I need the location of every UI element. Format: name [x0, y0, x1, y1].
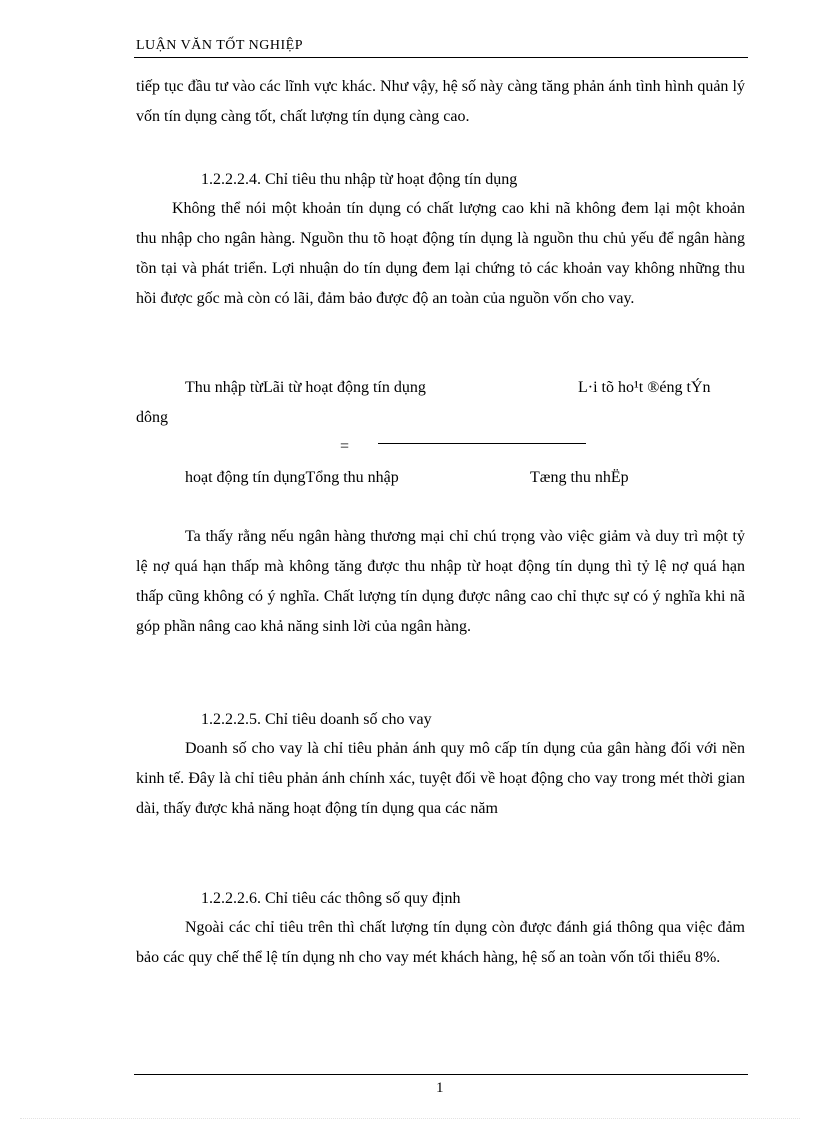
paragraph-regulations: Ngoài các chỉ tiêu trên thì chất lượng tín dụng còn được đánh giá thông qua việc đảm bảo các quy chế thể lệ tín dụng nh cho vay mét khách hàng, hệ số an toàn vốn tối thiểu 8%. — [136, 919, 745, 966]
paragraph-intro: tiếp tục đầu tư vào các lĩnh vực khác. Như vậy, hệ số này càng tăng phản ánh tình hình quản lý vốn tín dụng càng tốt, chất lượng tín dụng càng cao. — [136, 78, 745, 125]
header-divider — [134, 57, 748, 58]
paragraph-income: Không thể nói một khoản tín dụng có chất lượng cao khi nã không đem lại một khoản thu nhập cho ngân hàng. Nguồn thu tõ hoạt động tín dụng là nguồn thu chủ yếu để ngân hàng tồn tại và phát triển. Lợi nhuận do tín dụng đem lại chứng tỏ các khoản vay không những thu hồi được gốc mà còn có lãi, đảm bảo được độ an toàn của nguồn vốn cho vay. — [136, 200, 745, 307]
page-bottom-dotted-line — [20, 1118, 800, 1119]
section-heading-loan-volume: 1.2.2.2.5. Chỉ tiêu doanh số cho vay — [201, 711, 432, 728]
footer-divider — [134, 1074, 748, 1075]
formula-fraction-line — [378, 443, 586, 444]
formula-denominator-right: Tæng thu nhËp — [530, 469, 629, 486]
formula-numerator-left: Thu nhập từLãi từ hoạt động tín dụng — [185, 379, 426, 396]
formula-equals-sign: = — [340, 438, 350, 455]
page-number: 1 — [436, 1080, 444, 1096]
section-heading-regulations: 1.2.2.2.6. Chỉ tiêu các thông số quy định — [201, 890, 461, 907]
formula-denominator-left: hoạt động tín dụngTổng thu nhập — [185, 469, 399, 486]
formula-numerator-wrap: dông — [136, 409, 168, 426]
paragraph-profitability: Ta thấy rằng nếu ngân hàng thương mại chỉ chú trọng vào việc giảm và duy trì một tỷ lệ nợ quá hạn thấp mà không tăng được thu nhập từ hoạt động tín dụng thì tỷ lệ nợ quá hạn thấp cũng không có ý nghĩa. Chất lượng tín dụng được nâng cao chỉ thực sự có ý nghĩa khi nã góp phần nâng cao khả năng sinh lời của ngân hàng. — [136, 528, 745, 635]
formula-numerator-right: L·i tõ ho¹t ®éng tÝn — [578, 379, 711, 396]
page-header-title: LUẬN VĂN TỐT NGHIỆP — [136, 38, 303, 53]
section-heading-income: 1.2.2.2.4. Chỉ tiêu thu nhập từ hoạt động tín dụng — [201, 171, 518, 188]
paragraph-loan-volume: Doanh số cho vay là chỉ tiêu phản ánh quy mô cấp tín dụng của gân hàng đối với nền kinh tế. Đây là chỉ tiêu phản ánh chính xác, tuyệt đối về hoạt động cho vay trong mét thời gian dài, thấy được khả năng hoạt động tín dụng qua các năm — [136, 740, 745, 817]
